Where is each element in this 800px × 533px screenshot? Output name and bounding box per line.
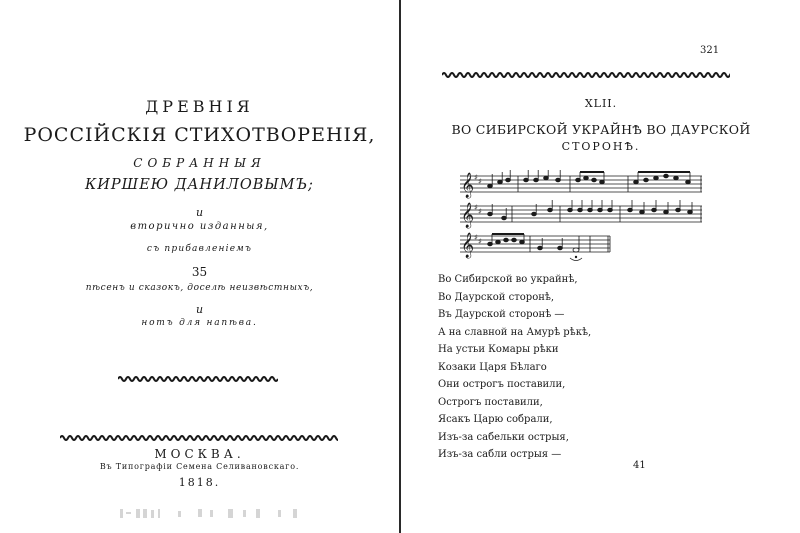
svg-text:𝄞: 𝄞 xyxy=(461,233,475,258)
svg-text:♯: ♯ xyxy=(478,177,482,186)
poem-line: Въ Даурской сторонѣ — xyxy=(438,309,565,320)
song-title-line-1: ВО СИБИРСКОЙ УКРАЙНѢ ВО ДАУРСКОЙ xyxy=(451,122,751,137)
title-line-9: пѣсенъ и сказокъ, доселѣ неизвѣстныхъ, xyxy=(85,283,314,293)
title-line-3: СОБРАННЫЯ xyxy=(133,156,266,170)
poem-line: Изъ-за сабельки острыя, xyxy=(438,431,569,443)
song-title-line-2: СТОРОНѢ. xyxy=(561,140,641,153)
poem-lines xyxy=(438,274,591,467)
poem-line: Они острогъ поставили, xyxy=(438,379,566,390)
poem-line: Во Сибирской во украйнѣ, xyxy=(438,274,578,285)
title-line-6: вторично изданныя, xyxy=(130,221,269,232)
title-line-10: и xyxy=(195,303,204,316)
poem-line: А на славной на Амурѣ рѣкѣ, xyxy=(438,326,592,338)
svg-text:♯: ♯ xyxy=(478,237,482,246)
imprint-press: Въ Типографіи Семена Селивановскаго. xyxy=(99,462,300,471)
title-line-7: съ прибавленіемъ xyxy=(146,244,253,254)
page-gutter xyxy=(399,0,401,533)
library-stamp-faded xyxy=(118,506,318,520)
svg-text:♯: ♯ xyxy=(474,173,478,182)
imprint-year: 1818. xyxy=(178,476,221,489)
svg-text:𝄞: 𝄞 xyxy=(461,203,475,228)
title-line-5: и xyxy=(195,206,204,219)
title-line-8: 35 xyxy=(191,265,208,279)
poem-line: Изъ-за сабли острыя — xyxy=(438,449,562,460)
poem-line: Острогъ поставили, xyxy=(438,396,543,408)
musical-score xyxy=(460,170,702,262)
signature-mark: 41 xyxy=(633,460,646,471)
ornament-rule-large xyxy=(60,433,338,443)
song-number: XLII. xyxy=(584,97,618,110)
title-line-4: КИРШЕЮ ДАНИЛОВЫМЪ; xyxy=(85,177,314,193)
poem-line: Ясакъ Царю собрали, xyxy=(438,414,553,425)
poem-line: Козаки Царя Бѣлаго xyxy=(438,361,547,373)
ornament-rule-small xyxy=(118,374,278,384)
ornament-rule-header xyxy=(442,70,730,80)
svg-text:𝄞: 𝄞 xyxy=(461,173,475,198)
title-line-2: РОССІЙСКІЯ СТИХОТВОРЕНІЯ, xyxy=(23,124,376,146)
poem-line: На устьи Комары рѣки xyxy=(438,344,559,355)
svg-text:♯: ♯ xyxy=(474,233,478,242)
poem-line: Во Даурской сторонѣ, xyxy=(438,291,555,303)
title-line-1: ДРЕВНІЯ xyxy=(145,97,254,116)
svg-text:♯: ♯ xyxy=(474,203,478,212)
page-number: 321 xyxy=(700,45,720,56)
imprint-city: МОСКВА. xyxy=(154,447,245,461)
title-line-11: нотъ для напѣва. xyxy=(141,318,258,328)
svg-text:♯: ♯ xyxy=(478,207,482,216)
